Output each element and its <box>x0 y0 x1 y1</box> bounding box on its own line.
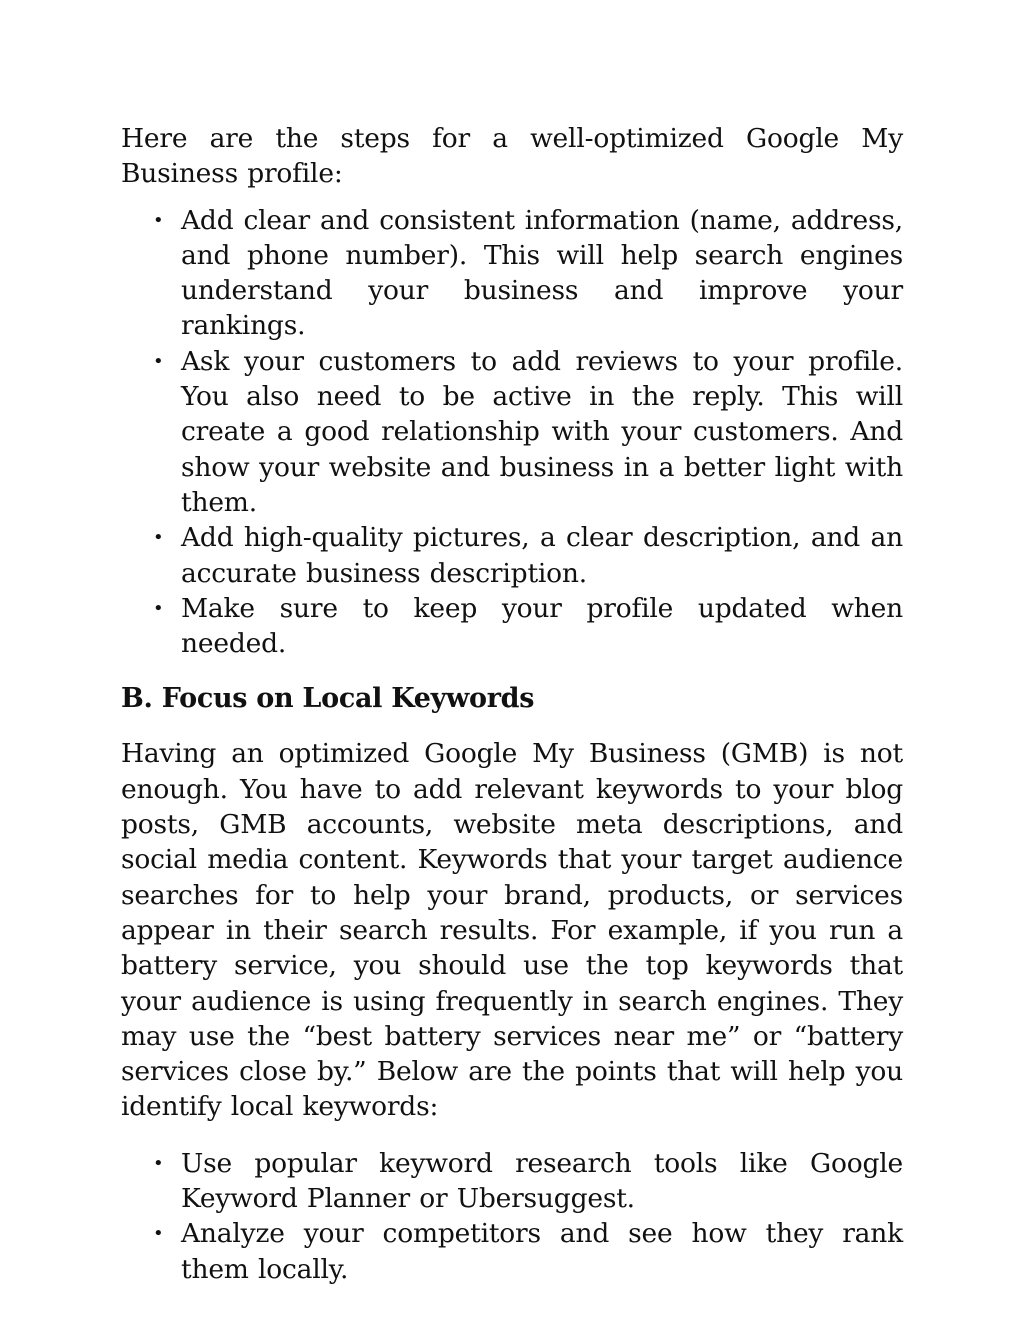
list-item <box>121 591 903 662</box>
gmb-steps-list <box>121 203 903 662</box>
bullet-icon: • <box>153 1152 164 1174</box>
list-item-text: Use popular keyword research tools like Google Keyword Planner or Ubersuggest. <box>181 1147 903 1215</box>
list-item-text: Ask your customers to add reviews to your profile. You also need to be active in the reply. This will create a good relationship with your customers. And show your website and business in a better light with them. <box>181 345 903 518</box>
list-item <box>121 520 903 591</box>
document-page <box>121 121 903 1287</box>
list-item <box>121 1146 903 1217</box>
list-item-text: Add clear and consistent information (name, address, and phone number). This will help search engines understand your business and improve your rankings. <box>181 204 903 342</box>
list-item <box>121 1216 903 1287</box>
bullet-icon: • <box>153 350 164 372</box>
keyword-tips-list <box>121 1146 903 1287</box>
list-item <box>121 203 903 344</box>
list-item-text: Add high-quality pictures, a clear description, and an accurate business description. <box>181 522 903 589</box>
bullet-icon: • <box>153 527 164 549</box>
list-item-text: Analyze your competitors and see how they rank them locally. <box>181 1218 903 1285</box>
intro-paragraph: Here are the steps for a well-optimized Google My Business profile: <box>121 123 903 190</box>
bullet-icon: • <box>153 209 164 231</box>
list-item <box>121 344 903 520</box>
bullet-icon: • <box>153 597 164 619</box>
bullet-icon: • <box>153 1223 164 1245</box>
section-heading: B. Focus on Local Keywords <box>121 683 535 715</box>
list-item-text: Make sure to keep your profile updated when needed. <box>181 592 903 660</box>
section-body-paragraph: Having an optimized Google My Business (GMB) is not enough. You have to add relevant keywords to your blog posts, GMB accounts, website meta descriptions, and social media content. Keywords that your target audience searches for to help your brand, products, or services appear in their search results. For example, if you run a battery service, you should use the top keywords that your audience is using frequently in search engines. They may use the “best battery services near me” or “battery services close by.” Below are the points that will help you identify local keywords: <box>121 738 903 1123</box>
